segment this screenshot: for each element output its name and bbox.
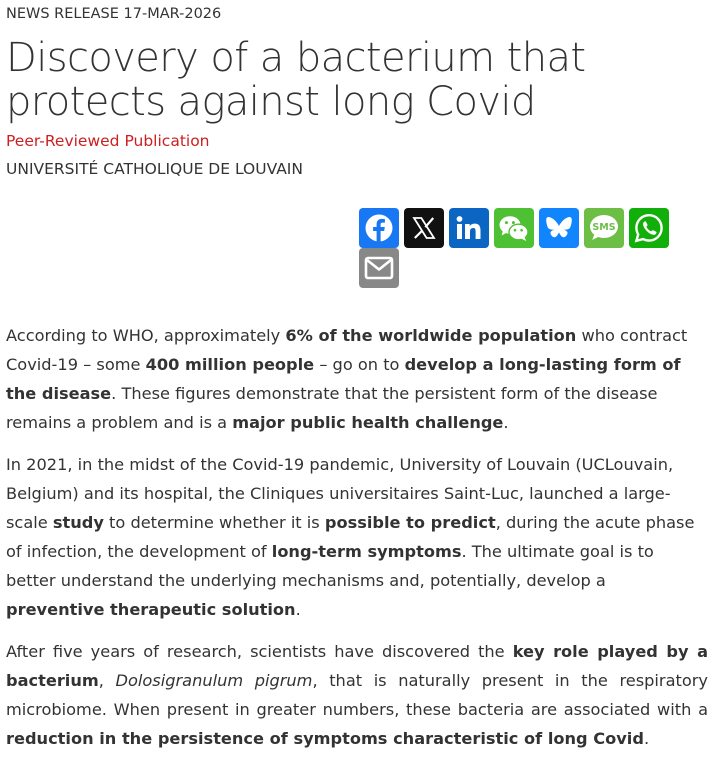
whatsapp-icon xyxy=(634,213,664,243)
paragraph-text: . xyxy=(295,600,301,619)
emphasis-text: key role played by a bacterium xyxy=(6,642,709,690)
paragraph-text: . xyxy=(643,729,650,748)
emphasis-text: long-term symptoms xyxy=(271,542,462,561)
page-title: Discovery of a bacterium that protects against long Covid xyxy=(6,35,586,125)
emphasis-text: possible to predict xyxy=(324,513,496,532)
share-wechat-button[interactable] xyxy=(494,208,534,248)
institution-name[interactable]: UNIVERSITÉ CATHOLIQUE DE LOUVAIN xyxy=(6,160,303,178)
bluesky-icon xyxy=(545,215,573,241)
paragraph-text: to determine whether it is xyxy=(103,513,325,532)
paragraph-text: , that is naturally present in the respiratory microbiome. When present in greater numbers, these bacteria are associated with a xyxy=(6,671,708,719)
share-linkedin-button[interactable] xyxy=(449,208,489,248)
release-date-label: NEWS RELEASE 17-MAR-2026 xyxy=(6,6,222,22)
paragraph-text: In 2021, in the midst of the Covid-19 pandemic, University of Louvain (UCLouvain, Belgium) and its hospital, the Cliniques universitaires Saint-Luc, launched a large-scale xyxy=(6,455,674,532)
emphasis-text: study xyxy=(52,513,104,532)
paragraph-text: According to WHO, approximately xyxy=(6,326,286,345)
x-icon xyxy=(411,215,437,241)
email-icon xyxy=(364,256,394,280)
paragraph-text: who contract Covid-19 – some xyxy=(6,326,688,374)
facebook-icon xyxy=(364,213,394,243)
share-email-button[interactable] xyxy=(359,248,399,288)
species-name: Dolosigranulum pigrum xyxy=(115,671,313,690)
emphasis-text: develop a long-lasting form of the disease xyxy=(6,355,681,403)
emphasis-text: 6% of the worldwide population xyxy=(285,326,577,345)
article-paragraph xyxy=(6,450,708,624)
paragraph-text: . xyxy=(503,413,509,432)
share-whatsapp-button[interactable] xyxy=(629,208,669,248)
peer-reviewed-label[interactable]: Peer-Reviewed Publication xyxy=(6,132,210,150)
share-facebook-button[interactable] xyxy=(359,208,399,248)
linkedin-icon xyxy=(455,214,483,242)
article-paragraph xyxy=(6,637,708,753)
share-x-button[interactable] xyxy=(404,208,444,248)
paragraph-text: – go on to xyxy=(314,355,405,374)
sms-label: SMS xyxy=(592,222,616,234)
article-body xyxy=(6,321,708,766)
sms-icon xyxy=(588,213,620,243)
paragraph-text: , xyxy=(98,671,116,690)
emphasis-text: preventive therapeutic solution xyxy=(6,600,296,619)
article-paragraph xyxy=(6,321,708,437)
paragraph-text: . These figures demonstrate that the persistent form of the disease remains a problem and is a xyxy=(6,384,658,432)
share-sms-button[interactable] xyxy=(584,208,624,248)
emphasis-text: reduction in the persistence of symptoms characteristic of long Covid xyxy=(6,729,644,748)
wechat-icon xyxy=(498,213,530,243)
paragraph-text: After five years of research, scientists have discovered the xyxy=(6,642,513,661)
share-bluesky-button[interactable] xyxy=(539,208,579,248)
paragraph-text: . The ultimate goal is to better understand the underlying mechanisms and, potentially, develop a xyxy=(6,542,654,590)
paragraph-text: , during the acute phase of infection, the development of xyxy=(6,513,695,561)
emphasis-text: major public health challenge xyxy=(232,413,504,432)
emphasis-text: 400 million people xyxy=(145,355,315,374)
